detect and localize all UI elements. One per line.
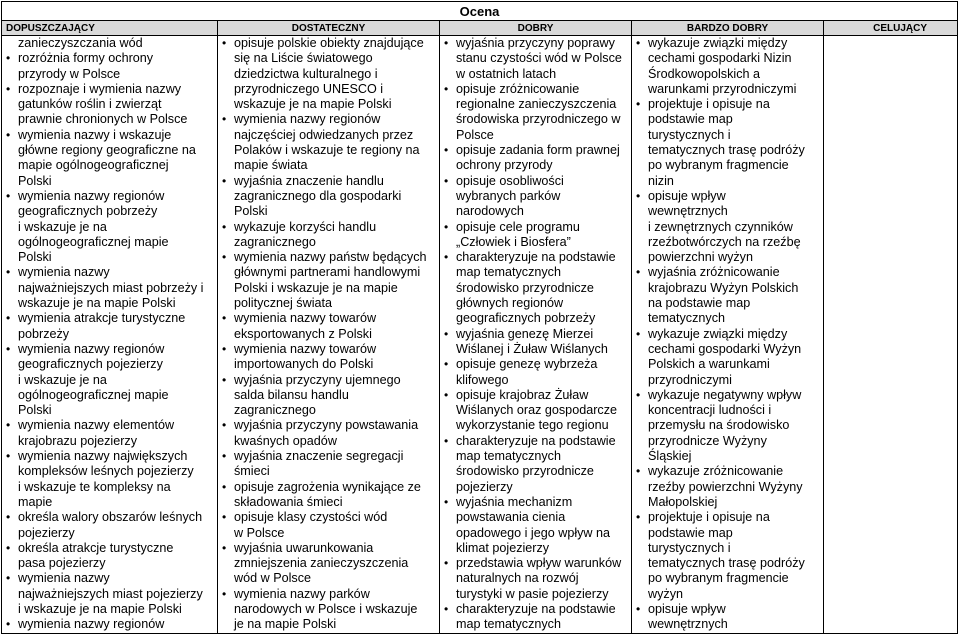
criterion-item: [218, 449, 439, 480]
criterion-text-line: śmieci: [234, 464, 270, 479]
criterion-text-line: • wymienia nazwy: [18, 571, 110, 586]
criterion-text-line: dziedzictwa kulturalnego i: [234, 66, 378, 81]
criterion-item: [440, 220, 631, 251]
criterion-text-line: • charakteryzuje na podstawie: [456, 250, 616, 265]
level-header-celujacy: CELUJĄCY: [824, 21, 958, 36]
criterion-text-line: w Polsce: [234, 525, 285, 540]
criterion-text-line: środowisko przyrodnicze: [456, 464, 594, 479]
criterion-text-line: powstawania cienia: [456, 510, 566, 525]
criterion-text-line: • opisuje osobliwości: [456, 173, 564, 188]
criterion-text-line: • wymienia nazwy państw będących: [234, 250, 427, 265]
criterion-item: [440, 495, 631, 556]
criterion-text-line: • wyjaśnia przyczyny ujemnego: [234, 372, 401, 387]
criterion-item: [440, 143, 631, 174]
criterion-text-line: salda bilansu handlu: [234, 387, 349, 402]
criterion-item: [218, 510, 439, 541]
criterion-item: [218, 311, 439, 342]
criteria-column-celujacy: [824, 36, 958, 634]
criterion-text-line: map tematycznych: [456, 449, 561, 464]
criterion-text-line: • wymienia nazwy regionów: [18, 617, 165, 632]
criterion-text-line: wód w Polsce: [234, 571, 311, 586]
criteria-column-dopuszczajacy: [2, 36, 218, 634]
criterion-text-line: politycznej świata: [234, 296, 332, 311]
criterion-item: [2, 128, 217, 189]
criterion-text-line: • opisuje zadania form prawnej: [456, 143, 620, 158]
criterion-text-line: • projektuje i opisuje na: [648, 510, 770, 525]
criterion-text-line: Polski: [18, 250, 52, 265]
criterion-text-line: Polaków i wskazuje te regiony na: [234, 143, 420, 158]
criteria-row: [2, 36, 958, 634]
criterion-text-line: pasa pojezierzy: [18, 556, 106, 571]
criterion-text-line: naturalnych na rozwój: [456, 571, 579, 586]
criterion-text-line: • projektuje i opisuje na: [648, 97, 770, 112]
criterion-text-line: ochrony przyrody: [456, 158, 553, 173]
criterion-item: [2, 617, 217, 632]
criterion-text-line: głównymi partnerami handlowymi: [234, 265, 421, 280]
criterion-text-line: pobrzeży: [18, 326, 70, 341]
criterion-text-line: map tematycznych: [456, 265, 561, 280]
criterion-text-line: turystycznych i: [648, 127, 731, 142]
criterion-item: [2, 571, 217, 617]
criterion-text-line: tematycznych: [648, 311, 725, 326]
criterion-text-line: cechami gospodarki Nizin: [648, 51, 792, 66]
criterion-item: [218, 418, 439, 449]
criterion-text-line: środowisko przyrodnicze: [456, 280, 594, 295]
criterion-text-line: nizin: [648, 173, 674, 188]
criterion-text-line: • charakteryzuje na podstawie: [456, 433, 616, 448]
criterion-text-line: warunkami przyrodniczymi: [648, 81, 797, 96]
criterion-item: [440, 357, 631, 388]
criterion-item: [632, 464, 823, 510]
criterion-text-line: • wykazuje związki między: [648, 36, 788, 50]
criterion-item: [218, 174, 439, 220]
criterion-text-line: • wymienia nazwy największych: [18, 449, 188, 464]
criterion-text-line: „Człowiek i Biosfera”: [456, 234, 571, 249]
criterion-item: [440, 434, 631, 495]
criterion-item: [440, 36, 631, 82]
criterion-text-line: • rozróżnia formy ochrony: [18, 51, 154, 66]
criterion-text-line: prawnie chronionych w Polsce: [18, 112, 188, 127]
criterion-item: [218, 373, 439, 419]
criterion-item: [218, 587, 439, 633]
criterion-text-line: stanu czystości wód w Polsce: [456, 51, 622, 66]
criterion-item: [632, 97, 823, 189]
criterion-item: [2, 36, 217, 51]
criterion-text-line: Polski i wskazuje je na mapie: [234, 280, 398, 295]
criterion-text-line: cechami gospodarki Wyżyn: [648, 341, 802, 356]
criterion-item: [632, 388, 823, 464]
criterion-text-line: • wyjaśnia genezę Mierzei: [456, 326, 594, 341]
criterion-text-line: • wymienia nazwy regionów: [18, 188, 165, 203]
criterion-text-line: • wymienia nazwy parków: [234, 586, 370, 601]
level-header-bardzo-dobry: BARDZO DOBRY: [632, 21, 824, 36]
criterion-text-line: wybranych parków: [456, 188, 561, 203]
criterion-text-line: Polski: [18, 403, 52, 418]
criterion-item: [2, 82, 217, 128]
criterion-text-line: po wybranym fragmencie: [648, 158, 789, 173]
criterion-text-line: geograficznych pobrzeży: [18, 204, 158, 219]
criterion-item: [2, 189, 217, 265]
criterion-text-line: • opisuje wpływ: [648, 188, 726, 203]
criterion-text-line: podstawie map: [648, 112, 733, 127]
criterion-text-line: • opisuje krajobraz Żuław: [456, 387, 589, 402]
criterion-text-line: • opisuje klasy czystości wód: [234, 510, 388, 525]
criterion-text-line: • wykazuje korzyści handlu: [234, 219, 377, 234]
criterion-item: [440, 82, 631, 143]
criterion-text-line: wewnętrznych: [648, 617, 728, 632]
criterion-text-line: przyrodniczymi: [648, 372, 732, 387]
criterion-text-line: głównych regionów: [456, 296, 564, 311]
criterion-text-line: pojezierzy: [456, 479, 513, 494]
criterion-item: [632, 510, 823, 602]
criterion-text-line: • wymienia nazwy regionów: [234, 112, 381, 127]
criterion-text-line: i wskazuje je na: [18, 372, 107, 387]
criterion-text-line: importowanych do Polski: [234, 357, 374, 372]
criterion-text-line: geograficznych pojezierzy: [18, 357, 163, 372]
criterion-item: [440, 174, 631, 220]
criterion-item: [440, 388, 631, 434]
criterion-item: [218, 220, 439, 251]
criterion-text-line: • opisuje genezę wybrzeża: [456, 357, 598, 372]
criterion-item: [440, 250, 631, 326]
criterion-item: [2, 418, 217, 449]
criterion-item: [632, 189, 823, 265]
criterion-text-line: składowania śmieci: [234, 494, 343, 509]
criterion-text-line: • wyjaśnia przyczyny powstawania: [234, 418, 419, 433]
criterion-text-line: powierzchni wyżyn: [648, 250, 753, 265]
criterion-text-line: je na mapie Polski: [234, 617, 337, 632]
criterion-text-line: tematycznych trasę podróży: [648, 143, 805, 158]
criterion-item: [218, 36, 439, 112]
criterion-text-line: mapie: [18, 494, 53, 509]
criterion-text-line: wewnętrznych: [648, 204, 728, 219]
table-title: Ocena: [2, 2, 958, 21]
criterion-text-line: ogólnogeograficznej mapie: [18, 387, 169, 402]
criterion-text-line: regionalne zanieczyszczenia: [456, 97, 617, 112]
level-header-dobry: DOBRY: [440, 21, 632, 36]
criterion-item: [632, 327, 823, 388]
criterion-text-line: tematycznych trasę podróży: [648, 556, 805, 571]
criterion-text-line: • wykazuje zróżnicowanie: [648, 464, 784, 479]
criterion-text-line: pojezierzy: [18, 525, 75, 540]
criterion-text-line: klifowego: [456, 372, 509, 387]
criterion-text-line: gatunków roślin i zwierząt: [18, 97, 162, 112]
criterion-text-line: Wiślanej i Żuław Wiślanych: [456, 341, 608, 356]
criterion-item: [2, 265, 217, 311]
criterion-text-line: wskazuje je na mapie Polski: [18, 296, 176, 311]
criterion-item: [440, 556, 631, 602]
criterion-text-line: map tematycznych: [456, 617, 561, 632]
criterion-item: [2, 342, 217, 418]
criteria-column-dostateczny: [218, 36, 440, 634]
criterion-item: [632, 265, 823, 326]
criterion-text-line: • wykazuje negatywny wpływ: [648, 387, 802, 402]
criterion-text-line: Środkowopolskich a: [648, 66, 761, 81]
criterion-text-line: najważniejszych miast pobrzeży i: [18, 280, 204, 295]
criterion-text-line: • wyjaśnia zróżnicowanie: [648, 265, 780, 280]
criterion-text-line: przyrodniczego UNESCO i: [234, 81, 384, 96]
criterion-text-line: geograficznych pobrzeży: [456, 311, 596, 326]
grade-level-header-row: [2, 21, 958, 36]
criterion-text-line: zagranicznego: [234, 403, 316, 418]
criterion-text-line: w ostatnich latach: [456, 66, 557, 81]
criterion-text-line: • charakteryzuje na podstawie: [456, 601, 616, 616]
criteria-column-dobry: [440, 36, 632, 634]
criterion-item: [218, 342, 439, 373]
criterion-text-line: przemysłu na środowisko: [648, 418, 790, 433]
criterion-text-line: przyrody w Polsce: [18, 66, 121, 81]
criterion-text-line: i wskazuje te kompleksy na: [18, 479, 171, 494]
criterion-text-line: zagranicznego dla gospodarki: [234, 188, 402, 203]
criterion-text-line: na podstawie map: [648, 296, 751, 311]
criterion-text-line: najczęściej odwiedzanych przez: [234, 127, 414, 142]
criterion-text-line: po wybranym fragmencie: [648, 571, 789, 586]
criterion-text-line: • przedstawia wpływ warunków: [456, 556, 622, 571]
criterion-text-line: • wyjaśnia przyczyny poprawy: [456, 36, 615, 50]
criterion-text-line: eksportowanych z Polski: [234, 326, 372, 341]
level-header-dopuszczajacy: DOPUSZCZAJĄCY: [2, 21, 218, 36]
criterion-text-line: Wiślanych oraz gospodarcze: [456, 403, 617, 418]
criterion-text-line: mapie ogólnogeograficznej: [18, 158, 169, 173]
criterion-text-line: Małopolskiej: [648, 494, 718, 509]
criterion-text-line: • wykazuje związki między: [648, 326, 788, 341]
criterion-text-line: turystyki w pasie pojezierzy: [456, 586, 609, 601]
criterion-text-line: • wymienia atrakcje turystyczne: [18, 311, 186, 326]
criterion-item: [2, 449, 217, 510]
criterion-text-line: i zewnętrznych czynników: [648, 219, 793, 234]
criterion-text-line: • wyjaśnia uwarunkowania: [234, 540, 374, 555]
criterion-text-line: • wyjaśnia znaczenie segregacji: [234, 449, 404, 464]
criterion-text-line: • opisuje cele programu: [456, 219, 580, 234]
criterion-text-line: kompleksów leśnych pojezierzy: [18, 464, 194, 479]
criterion-text-line: i wskazuje je na: [18, 219, 107, 234]
criterion-text-line: • opisuje zróżnicowanie: [456, 81, 580, 96]
criterion-text-line: • wymienia nazwy elementów: [18, 418, 175, 433]
criterion-text-line: wyżyn: [648, 586, 683, 601]
criterion-text-line: Polsce: [456, 127, 494, 142]
criterion-text-line: • wymienia nazwy regionów: [18, 341, 165, 356]
criterion-text-line: kwaśnych opadów: [234, 433, 337, 448]
criterion-text-line: • wyjaśnia mechanizm: [456, 494, 573, 509]
criterion-item: [2, 311, 217, 342]
criterion-text-line: narodowych: [456, 204, 524, 219]
criterion-text-line: się na Liście światowego: [234, 51, 373, 66]
criterion-text-line: Polskich a warunkami: [648, 357, 770, 372]
criterion-text-line: najważniejszych miast pojezierzy: [18, 586, 203, 601]
criterion-text-line: zagranicznego: [234, 234, 316, 249]
criterion-text-line: i wskazuje je na mapie Polski: [18, 601, 182, 616]
criterion-text-line: mapie świata: [234, 158, 308, 173]
criterion-text-line: opadowego i jego wpływ na: [456, 525, 611, 540]
criterion-text-line: • określa atrakcje turystyczne: [18, 540, 174, 555]
grading-table: [1, 1, 958, 634]
criterion-text-line: Polski: [18, 173, 52, 188]
criteria-column-bardzo-dobry: [632, 36, 824, 634]
criterion-text-line: • opisuje zagrożenia wynikające ze: [234, 479, 421, 494]
criterion-item: [2, 541, 217, 572]
criterion-text-line: krajobrazu Wyżyn Polskich: [648, 280, 799, 295]
level-header-dostateczny: DOSTATECZNY: [218, 21, 440, 36]
criterion-text-line: wskazuje je na mapie Polski: [234, 97, 392, 112]
criterion-text-line: • wymienia nazwy i wskazuje: [18, 127, 172, 142]
criterion-text-line: • wymienia nazwy towarów: [234, 311, 377, 326]
criterion-text-line: podstawie map: [648, 525, 733, 540]
criterion-text-line: koncentracji ludności i: [648, 403, 772, 418]
criterion-item: [218, 112, 439, 173]
criterion-text-line: rzeźbotwórczych na rzeźbę: [648, 234, 801, 249]
criterion-text-line: zanieczyszczania wód: [18, 36, 143, 50]
criterion-text-line: wykorzystanie tego regionu: [456, 418, 609, 433]
criterion-text-line: • wymienia nazwy towarów: [234, 341, 377, 356]
criterion-text-line: ogólnogeograficznej mapie: [18, 234, 169, 249]
criterion-text-line: • rozpoznaje i wymienia nazwy: [18, 81, 182, 96]
criterion-text-line: Śląskiej: [648, 449, 692, 464]
criterion-text-line: klimat pojezierzy: [456, 540, 550, 555]
criterion-text-line: rzeźby powierzchni Wyżyny: [648, 479, 803, 494]
criterion-text-line: turystycznych i: [648, 540, 731, 555]
criterion-text-line: zmniejszenia zanieczyszczenia: [234, 556, 409, 571]
criterion-text-line: • opisuje wpływ: [648, 601, 726, 616]
criterion-item: [218, 480, 439, 511]
criterion-text-line: krajobrazu pojezierzy: [18, 433, 137, 448]
criterion-item: [2, 51, 217, 82]
grading-criteria-sheet: [1, 1, 957, 632]
criterion-item: [218, 541, 439, 587]
criterion-text-line: główne regiony geograficzne na: [18, 143, 196, 158]
criterion-text-line: • opisuje polskie obiekty znajdujące: [234, 36, 424, 50]
criterion-text-line: Polski: [234, 204, 268, 219]
criterion-item: [218, 250, 439, 311]
criterion-text-line: narodowych w Polsce i wskazuje: [234, 601, 418, 616]
criterion-item: [2, 510, 217, 541]
criterion-text-line: • wymienia nazwy: [18, 265, 110, 280]
criterion-text-line: środowiska przyrodniczego w: [456, 112, 621, 127]
criterion-text-line: • wyjaśnia znaczenie handlu: [234, 173, 384, 188]
criterion-text-line: przyrodnicze Wyżyny: [648, 433, 767, 448]
criterion-item: [440, 327, 631, 358]
criterion-text-line: • określa walory obszarów leśnych: [18, 510, 203, 525]
criterion-item: [632, 36, 823, 97]
